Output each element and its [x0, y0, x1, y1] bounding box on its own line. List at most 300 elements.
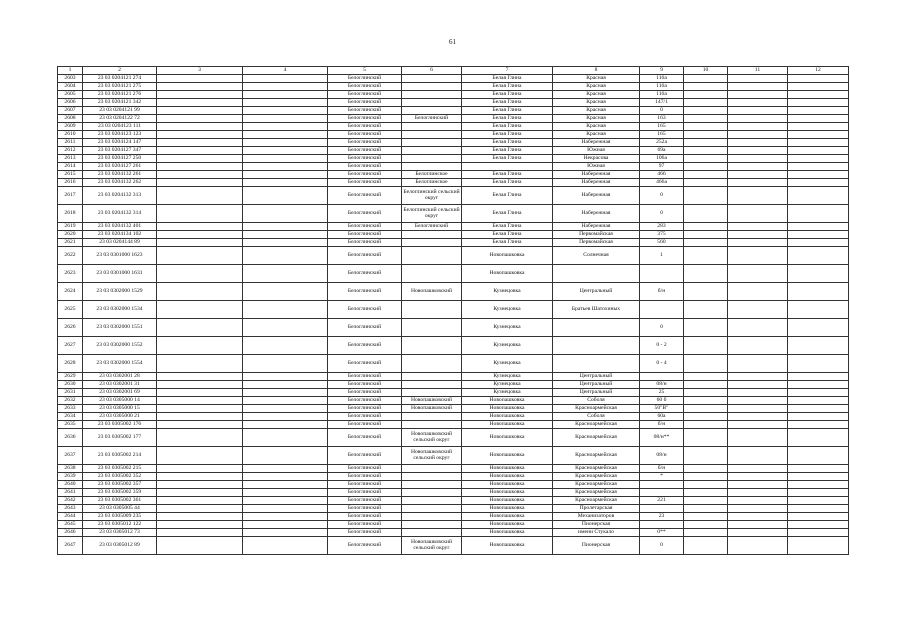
- table-cell: 2610: [58, 131, 83, 139]
- table-cell: [157, 389, 243, 397]
- table-cell: 23 03 0302000 1529: [83, 283, 157, 301]
- header-cell: 6: [402, 67, 462, 75]
- table-cell: [402, 413, 462, 421]
- table-cell: 60 б: [640, 397, 684, 405]
- table-cell: [788, 505, 849, 513]
- table-cell: [788, 155, 849, 163]
- table-cell: [243, 537, 328, 555]
- table-cell: Белоглинский: [328, 107, 402, 115]
- table-cell: [684, 319, 728, 337]
- table-cell: 2639: [58, 473, 83, 481]
- table-cell: Новопашковка: [462, 489, 553, 497]
- table-cell: 116а: [640, 83, 684, 91]
- table-cell: [243, 171, 328, 179]
- table-cell: Красная: [553, 115, 640, 123]
- table-cell: 23 03 0302000 1551: [83, 319, 157, 337]
- table-cell: Белая Глина: [462, 91, 553, 99]
- table-cell: [157, 163, 243, 171]
- table-cell: 23 03 0204121 276: [83, 91, 157, 99]
- table-cell: [728, 421, 788, 429]
- table-cell: [157, 465, 243, 473]
- table-cell: Новопашковка: [462, 481, 553, 489]
- table-row: [58, 223, 849, 231]
- table-cell: Белоглинский сельский округ: [402, 187, 462, 205]
- table-cell: Белоглинский: [328, 163, 402, 171]
- table-cell: 60а: [640, 413, 684, 421]
- table-cell: Белоглинское: [402, 179, 462, 187]
- table-cell: [684, 115, 728, 123]
- table-cell: [684, 283, 728, 301]
- table-cell: 23 03 0305002 359: [83, 489, 157, 497]
- table-cell: [684, 223, 728, 231]
- table-row: [58, 489, 849, 497]
- header-cell: 12: [788, 67, 849, 75]
- table-cell: 08/н: [640, 381, 684, 389]
- table-cell: 2622: [58, 247, 83, 265]
- table-cell: [728, 155, 788, 163]
- table-cell: 23 03 0305000 14: [83, 397, 157, 405]
- table-cell: [157, 481, 243, 489]
- table-cell: [640, 505, 684, 513]
- table-cell: [728, 107, 788, 115]
- table-cell: [788, 91, 849, 99]
- table-cell: [728, 187, 788, 205]
- table-cell: Белоглинский: [328, 231, 402, 239]
- table-cell: [684, 131, 728, 139]
- table-cell: Центральный: [553, 389, 640, 397]
- table-cell: Красная: [553, 131, 640, 139]
- table-cell: [728, 123, 788, 131]
- table-cell: Белоглинский: [328, 131, 402, 139]
- table-cell: [243, 83, 328, 91]
- table-cell: 23 03 0302000 1554: [83, 355, 157, 373]
- table-cell: [462, 163, 553, 171]
- table-cell: Белоглинский: [328, 123, 402, 131]
- table-cell: [243, 429, 328, 447]
- table-cell: [243, 421, 328, 429]
- table-cell: 2636: [58, 429, 83, 447]
- table-cell: Белоглинский: [328, 489, 402, 497]
- table-cell: [788, 521, 849, 529]
- table-cell: Механизаторов: [553, 513, 640, 521]
- table-cell: 0 - 2: [640, 337, 684, 355]
- table-cell: [402, 497, 462, 505]
- table-cell: [728, 337, 788, 355]
- table-cell: [684, 163, 728, 171]
- table-row: [58, 131, 849, 139]
- table-cell: 2638: [58, 465, 83, 473]
- table-cell: Новопашковский: [402, 283, 462, 301]
- table-cell: 23 03 0204127 261: [83, 163, 157, 171]
- table-cell: [728, 521, 788, 529]
- table-cell: 0: [640, 537, 684, 555]
- table-cell: Белая Глина: [462, 155, 553, 163]
- table-cell: [243, 405, 328, 413]
- table-cell: [243, 223, 328, 231]
- table-cell: Красноармейская: [553, 421, 640, 429]
- table-cell: [788, 537, 849, 555]
- table-cell: 2617: [58, 187, 83, 205]
- table-cell: [157, 497, 243, 505]
- table-cell: 23 03 0301000 1631: [83, 265, 157, 283]
- table-cell: [728, 489, 788, 497]
- table-cell: Новопашковка: [462, 421, 553, 429]
- table-cell: [728, 171, 788, 179]
- header-cell: 5: [328, 67, 402, 75]
- table-cell: [157, 83, 243, 91]
- table-cell: [788, 481, 849, 489]
- table-cell: Белоглинский: [328, 319, 402, 337]
- table-cell: 23 03 0204144 89: [83, 239, 157, 247]
- table-cell: 2604: [58, 83, 83, 91]
- table-cell: [402, 75, 462, 83]
- table-cell: 116а: [640, 75, 684, 83]
- table-cell: 0: [640, 205, 684, 223]
- table-row: [58, 247, 849, 265]
- register-table: [57, 66, 849, 555]
- table-cell: [243, 301, 328, 319]
- table-cell: [728, 179, 788, 187]
- table-cell: [402, 505, 462, 513]
- table-cell: Белоглинский: [328, 421, 402, 429]
- table-cell: [788, 529, 849, 537]
- table-row: [58, 529, 849, 537]
- table-cell: [243, 163, 328, 171]
- table-cell: 23 03 0305005 44: [83, 505, 157, 513]
- table-cell: 0 - 4: [640, 355, 684, 373]
- table-cell: 23 03 0204122 72: [83, 115, 157, 123]
- table-cell: [243, 265, 328, 283]
- page-number: 61: [449, 38, 456, 46]
- table-cell: Южная: [553, 163, 640, 171]
- table-cell: Белая Глина: [462, 239, 553, 247]
- table-row: [58, 115, 849, 123]
- table-cell: 23 03 0204132 262: [83, 179, 157, 187]
- table-cell: [157, 91, 243, 99]
- table-row: [58, 83, 849, 91]
- table-cell: [243, 231, 328, 239]
- table-cell: 69а: [640, 147, 684, 155]
- table-cell: [788, 381, 849, 389]
- table-cell: 2647: [58, 537, 83, 555]
- table-cell: [243, 139, 328, 147]
- table-cell: Пролетарская: [553, 505, 640, 513]
- table-cell: [684, 537, 728, 555]
- header-cell: 1: [58, 67, 83, 75]
- table-cell: [728, 319, 788, 337]
- header-cell: 11: [728, 67, 788, 75]
- table-cell: [157, 381, 243, 389]
- table-cell: Новопашковский сельский округ: [402, 447, 462, 465]
- table-cell: [402, 239, 462, 247]
- table-cell: Соболя: [553, 397, 640, 405]
- table-cell: Новопашковский сельский округ: [402, 429, 462, 447]
- table-cell: 23 03 0204121 342: [83, 99, 157, 107]
- table-cell: 2611: [58, 139, 83, 147]
- table-cell: [728, 389, 788, 397]
- table-cell: [157, 139, 243, 147]
- table-cell: [788, 373, 849, 381]
- table-cell: Красная: [553, 75, 640, 83]
- table-cell: [684, 397, 728, 405]
- table-cell: [684, 265, 728, 283]
- table-cell: [684, 231, 728, 239]
- table-cell: [402, 421, 462, 429]
- table-cell: 2609: [58, 123, 83, 131]
- table-cell: [684, 187, 728, 205]
- table-cell: Красноармейская: [553, 447, 640, 465]
- table-row: [58, 513, 849, 521]
- table-cell: Белоглинский: [328, 513, 402, 521]
- table-cell: Новопашковка: [462, 505, 553, 513]
- table-cell: 23 03 0204123 123: [83, 131, 157, 139]
- table-cell: Белая Глина: [462, 139, 553, 147]
- table-cell: Соболя: [553, 413, 640, 421]
- table-cell: 2643: [58, 505, 83, 513]
- table-cell: 23 03 0204127 250: [83, 155, 157, 163]
- table-cell: [402, 521, 462, 529]
- table-row: [58, 163, 849, 171]
- table-cell: Белоглинский: [328, 355, 402, 373]
- header-cell: 9: [640, 67, 684, 75]
- table-cell: [402, 465, 462, 473]
- table-cell: [684, 147, 728, 155]
- table-cell: Новопашковка: [462, 513, 553, 521]
- header-row: [58, 67, 849, 75]
- table-cell: [243, 465, 328, 473]
- table-cell: имени Стукало: [553, 529, 640, 537]
- table-cell: 2614: [58, 163, 83, 171]
- table-cell: [728, 447, 788, 465]
- table-cell: Белоглинский: [328, 115, 402, 123]
- table-cell: Новопашковка: [462, 447, 553, 465]
- table-cell: [402, 99, 462, 107]
- table-cell: [728, 497, 788, 505]
- table-cell: Белоглинский: [328, 265, 402, 283]
- table-cell: Новопашковка: [462, 247, 553, 265]
- table-cell: [157, 179, 243, 187]
- table-row: [58, 283, 849, 301]
- table-row: [58, 373, 849, 381]
- table-row: [58, 537, 849, 555]
- table-cell: 2634: [58, 413, 83, 421]
- table-cell: [157, 413, 243, 421]
- table-cell: Южная: [553, 147, 640, 155]
- table-cell: [788, 405, 849, 413]
- table-cell: [684, 529, 728, 537]
- table-cell: [684, 179, 728, 187]
- table-cell: [402, 489, 462, 497]
- table-row: [58, 239, 849, 247]
- table-cell: [684, 405, 728, 413]
- table-cell: [684, 465, 728, 473]
- table-cell: [157, 447, 243, 465]
- table-cell: [684, 497, 728, 505]
- table-cell: [684, 481, 728, 489]
- table-cell: 2629: [58, 373, 83, 381]
- table-cell: [684, 205, 728, 223]
- table-cell: 221: [640, 497, 684, 505]
- table-cell: [243, 187, 328, 205]
- table-cell: Кузнецовка: [462, 319, 553, 337]
- header-cell: 8: [553, 67, 640, 75]
- table-cell: [728, 465, 788, 473]
- table-cell: 0: [640, 187, 684, 205]
- table-cell: 23 03 0305000 21: [83, 413, 157, 421]
- table-cell: [243, 337, 328, 355]
- table-cell: Белоглинский: [328, 465, 402, 473]
- table-cell: [788, 75, 849, 83]
- table-cell: [684, 91, 728, 99]
- table-cell: [684, 99, 728, 107]
- table-cell: [157, 187, 243, 205]
- table-cell: Новопашковка: [462, 521, 553, 529]
- table-cell: [788, 413, 849, 421]
- table-cell: 2603: [58, 75, 83, 83]
- table-cell: Белоглинский: [328, 429, 402, 447]
- table-cell: 2626: [58, 319, 83, 337]
- table-cell: Кузнецовка: [462, 355, 553, 373]
- table-cell: [728, 355, 788, 373]
- table-cell: [788, 397, 849, 405]
- table-cell: 23 03 0305002 357: [83, 481, 157, 489]
- table-cell: [157, 429, 243, 447]
- table-cell: 2625: [58, 301, 83, 319]
- table-cell: Белоглинский: [328, 529, 402, 537]
- table-cell: [640, 489, 684, 497]
- table-row: [58, 521, 849, 529]
- table-row: [58, 473, 849, 481]
- table-cell: 23: [640, 513, 684, 521]
- table-cell: [157, 123, 243, 131]
- table-cell: Кузнецовка: [462, 381, 553, 389]
- table-row: [58, 447, 849, 465]
- table-row: [58, 187, 849, 205]
- table-cell: Пионерская: [553, 521, 640, 529]
- table-cell: [243, 389, 328, 397]
- table-cell: [157, 99, 243, 107]
- table-cell: Новопашковка: [462, 413, 553, 421]
- table-cell: 252а: [640, 139, 684, 147]
- table-cell: [640, 301, 684, 319]
- table-cell: 2606: [58, 99, 83, 107]
- table-row: [58, 413, 849, 421]
- table-row: [58, 205, 849, 223]
- table-cell: Набережная: [553, 171, 640, 179]
- table-cell: 2616: [58, 179, 83, 187]
- table-cell: Белоглинский: [328, 389, 402, 397]
- table-cell: [243, 481, 328, 489]
- table-cell: Белоглинский: [328, 155, 402, 163]
- table-cell: 23 03 0204121 99: [83, 107, 157, 115]
- table-cell: [402, 319, 462, 337]
- table-cell: [640, 265, 684, 283]
- table-cell: [243, 381, 328, 389]
- table-cell: 165: [640, 123, 684, 131]
- table-cell: [684, 171, 728, 179]
- table-cell: б/н: [640, 283, 684, 301]
- table-row: [58, 155, 849, 163]
- table-cell: Красная: [553, 83, 640, 91]
- table-row: [58, 337, 849, 355]
- table-cell: Белая Глина: [462, 187, 553, 205]
- table-cell: Кузнецовка: [462, 301, 553, 319]
- table-cell: [788, 421, 849, 429]
- table-cell: 2646: [58, 529, 83, 537]
- table-cell: [157, 319, 243, 337]
- table-cell: Белоглинский: [328, 537, 402, 555]
- table-cell: [243, 397, 328, 405]
- table-cell: [728, 265, 788, 283]
- table-cell: [684, 513, 728, 521]
- table-cell: Белоглинское: [402, 171, 462, 179]
- table-cell: Новопашковский: [402, 405, 462, 413]
- table-cell: 2620: [58, 231, 83, 239]
- table-cell: Белоглинский: [328, 381, 402, 389]
- table-cell: [788, 231, 849, 239]
- table-cell: Кузнецовка: [462, 283, 553, 301]
- header-cell: 7: [462, 67, 553, 75]
- table-cell: [684, 447, 728, 465]
- table-cell: [402, 473, 462, 481]
- table-cell: Красноармейская: [553, 481, 640, 489]
- table-cell: Центральный: [553, 283, 640, 301]
- table-row: [58, 107, 849, 115]
- table-cell: 23 03 0305002 177: [83, 429, 157, 447]
- table-cell: Центральный: [553, 381, 640, 389]
- table-cell: [243, 283, 328, 301]
- table-cell: [788, 465, 849, 473]
- table-cell: [243, 115, 328, 123]
- table-cell: 23 03 0204121 274: [83, 75, 157, 83]
- table-cell: [243, 247, 328, 265]
- table-row: [58, 405, 849, 413]
- table-cell: Белоглинский: [328, 473, 402, 481]
- table-cell: Новопашковский сельский округ: [402, 537, 462, 555]
- table-cell: 08/н: [640, 447, 684, 465]
- table-cell: 23 03 0204123 111: [83, 123, 157, 131]
- table-row: [58, 505, 849, 513]
- table-cell: [402, 131, 462, 139]
- table-cell: 2621: [58, 239, 83, 247]
- table-cell: 2624: [58, 283, 83, 301]
- table-cell: 375: [640, 231, 684, 239]
- table-cell: 08/н**: [640, 429, 684, 447]
- table-cell: [402, 107, 462, 115]
- table-row: [58, 139, 849, 147]
- table-cell: [684, 337, 728, 355]
- table-cell: [728, 429, 788, 447]
- table-cell: [728, 405, 788, 413]
- table-cell: [728, 373, 788, 381]
- table-cell: [788, 107, 849, 115]
- table-cell: [684, 355, 728, 373]
- table-row: [58, 99, 849, 107]
- table-cell: 2615: [58, 171, 83, 179]
- table-cell: Белоглинский: [328, 447, 402, 465]
- table-cell: [684, 429, 728, 447]
- table-cell: [402, 163, 462, 171]
- table-cell: 23 03 0302001 31: [83, 381, 157, 389]
- table-cell: б/н: [640, 465, 684, 473]
- table-cell: Белая Глина: [462, 147, 553, 155]
- table-cell: [402, 123, 462, 131]
- table-cell: Белоглинский: [328, 337, 402, 355]
- table-cell: [243, 413, 328, 421]
- table-cell: [243, 239, 328, 247]
- table-cell: 2607: [58, 107, 83, 115]
- table-cell: [728, 537, 788, 555]
